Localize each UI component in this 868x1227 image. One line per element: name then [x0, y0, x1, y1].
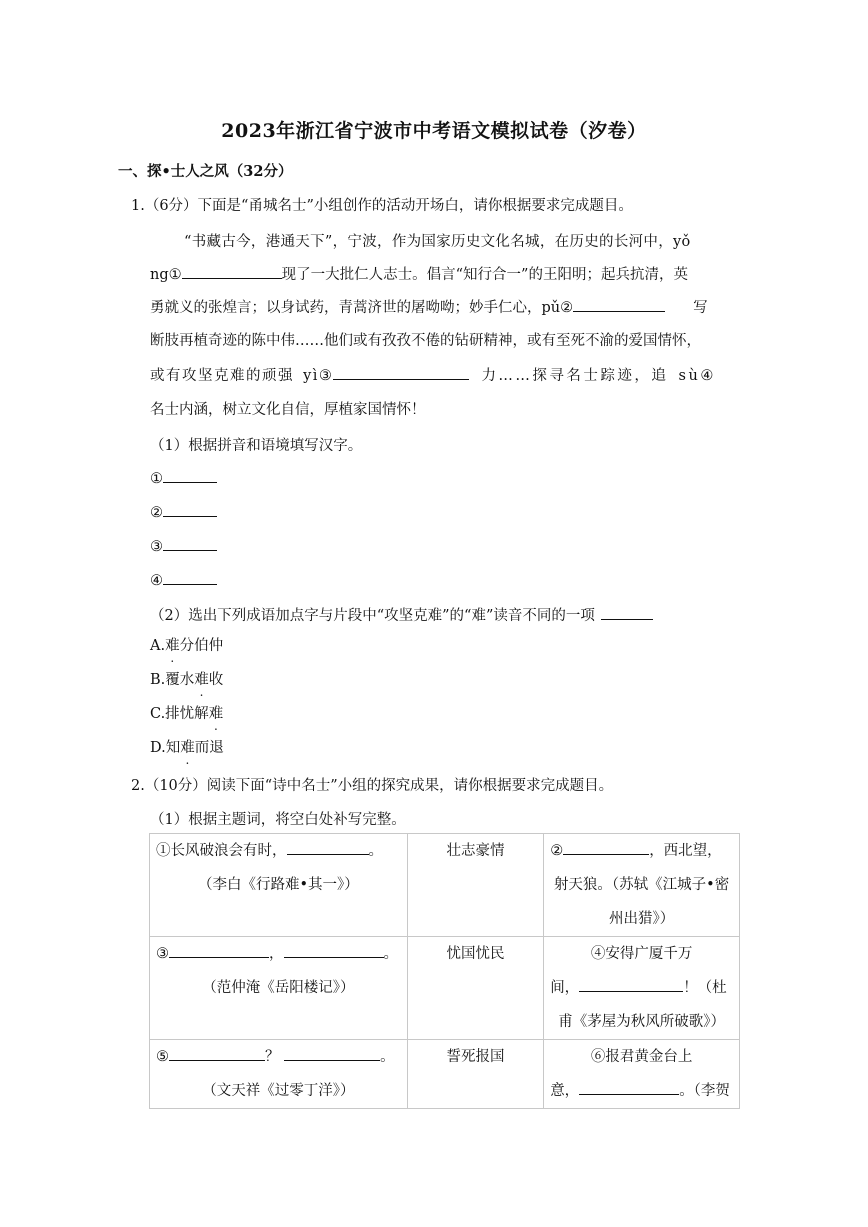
answer-blank[interactable] [163, 570, 217, 585]
q1-option-a[interactable]: A.难分伯仲 [150, 638, 224, 654]
q1-passage-line-2 [150, 263, 688, 284]
q1-passage-text: 现了一大批仁人志士。倡言“知行合一”的王阳明；起兵抗清，英 [281, 267, 688, 283]
answer-blank[interactable] [579, 977, 683, 992]
table-row [150, 834, 740, 937]
poem-cell: ② ，西北望， 射天狼。（苏轼《江城子•密 州出猎》） [544, 834, 740, 937]
section-heading: 一、探•士人之风（32分） [118, 163, 293, 180]
q1-passage-line-3 [150, 296, 708, 317]
poem-table [149, 833, 740, 1109]
q1-answer-4: ④ [150, 570, 217, 589]
answer-blank[interactable] [579, 1080, 679, 1095]
answer-blank[interactable] [163, 502, 217, 517]
answer-blank[interactable] [163, 468, 217, 483]
theme-cell [407, 1040, 543, 1109]
answer-blank[interactable] [284, 1046, 380, 1061]
q1-answer-3: ③ [150, 536, 217, 555]
table-row [150, 937, 740, 1040]
q1-passage-text: 力……探寻名士踪迹，追 sù④ [481, 368, 716, 384]
q1-passage-text: 写 [693, 300, 708, 316]
q1-inline-blank-1[interactable] [182, 264, 282, 279]
q1-pinyin-1: ng① [150, 267, 182, 283]
table-row [150, 1040, 740, 1109]
q1-option-c[interactable]: C.排忧解难 [150, 706, 224, 722]
theme-label: 忧国忧民 [446, 946, 505, 962]
answer-blank[interactable] [163, 536, 217, 551]
q1-passage-text: 勇就义的张煌言；以身试药，青蒿济世的屠呦呦；妙手仁心，pǔ② [150, 300, 574, 316]
poem-source: （文天祥《过零丁洋》） [202, 1083, 355, 1099]
q1-sub-question-2: （2）选出下列成语加点字与片段中“攻坚克难”的“难”读音不同的一项 [150, 604, 653, 625]
q2-heading: 2.（10分）阅读下面“诗中名士”小组的探究成果，请你根据要求完成题目。 [131, 778, 614, 794]
q1-sub-question-1: （1）根据拼音和语境填写汉字。 [150, 438, 363, 454]
q2-sub-question-1: （1）根据主题词，将空白处补写完整。 [150, 812, 406, 828]
q1-passage-line-1: “书藏古今，港通天下”，宁波，作为国家历史文化名城，在历史的长河中，yǒ [184, 234, 691, 250]
q1-option-d[interactable]: D.知难而退 [150, 740, 224, 756]
q1-answer-1: ① [150, 468, 217, 487]
poem-cell: ③ ， 。 （范仲淹《岳阳楼记》） [150, 937, 408, 1040]
poem-cell: ①长风破浪会有时， 。 （李白《行路难•其一》） [150, 834, 408, 937]
poem-cell: ⑤ ？ 。 （文天祥《过零丁洋》） [150, 1040, 408, 1109]
q1-passage-text: 或有攻坚克难的顽强 yì③ [150, 368, 334, 384]
answer-blank[interactable] [169, 943, 269, 958]
q1-option-b[interactable]: B.覆水难收 [150, 672, 224, 688]
answer-blank[interactable] [287, 840, 369, 855]
poem-source: （李白《行路难•其一》） [198, 877, 359, 893]
q1-inline-blank-3[interactable] [333, 365, 469, 380]
theme-cell [407, 937, 543, 1040]
theme-label: 誓死报国 [446, 1049, 505, 1065]
q1-passage-line-5 [150, 364, 716, 385]
theme-cell [407, 834, 543, 937]
poem-source: （范仲淹《岳阳楼记》） [202, 980, 355, 996]
poem-cell: ⑥报君黄金台上 意， 。（李贺 [544, 1040, 740, 1109]
q1-heading: 1.（6分）下面是“甬城名士”小组创作的活动开场白，请你根据要求完成题目。 [131, 198, 633, 214]
poem-cell: ④安得广厦千万 间， ！（杜 甫《茅屋为秋风所破歌》） [544, 937, 740, 1040]
page-title: 2023年浙江省宁波市中考语文模拟试卷（汐卷） [221, 120, 647, 142]
theme-label: 壮志豪情 [446, 843, 505, 859]
answer-blank[interactable] [284, 943, 384, 958]
q1-answer-2: ② [150, 502, 217, 521]
answer-blank[interactable] [169, 1046, 265, 1061]
answer-blank[interactable] [601, 605, 653, 620]
q1-passage-line-6: 名士内涵，树立文化自信，厚植家国情怀！ [150, 402, 426, 418]
q1-inline-blank-2[interactable] [573, 297, 665, 312]
q1-passage-line-4: 断肢再植奇迹的陈中伟……他们或有孜孜不倦的钻研精神，或有至死不渝的爱国情怀， [150, 333, 701, 349]
answer-blank[interactable] [563, 840, 649, 855]
